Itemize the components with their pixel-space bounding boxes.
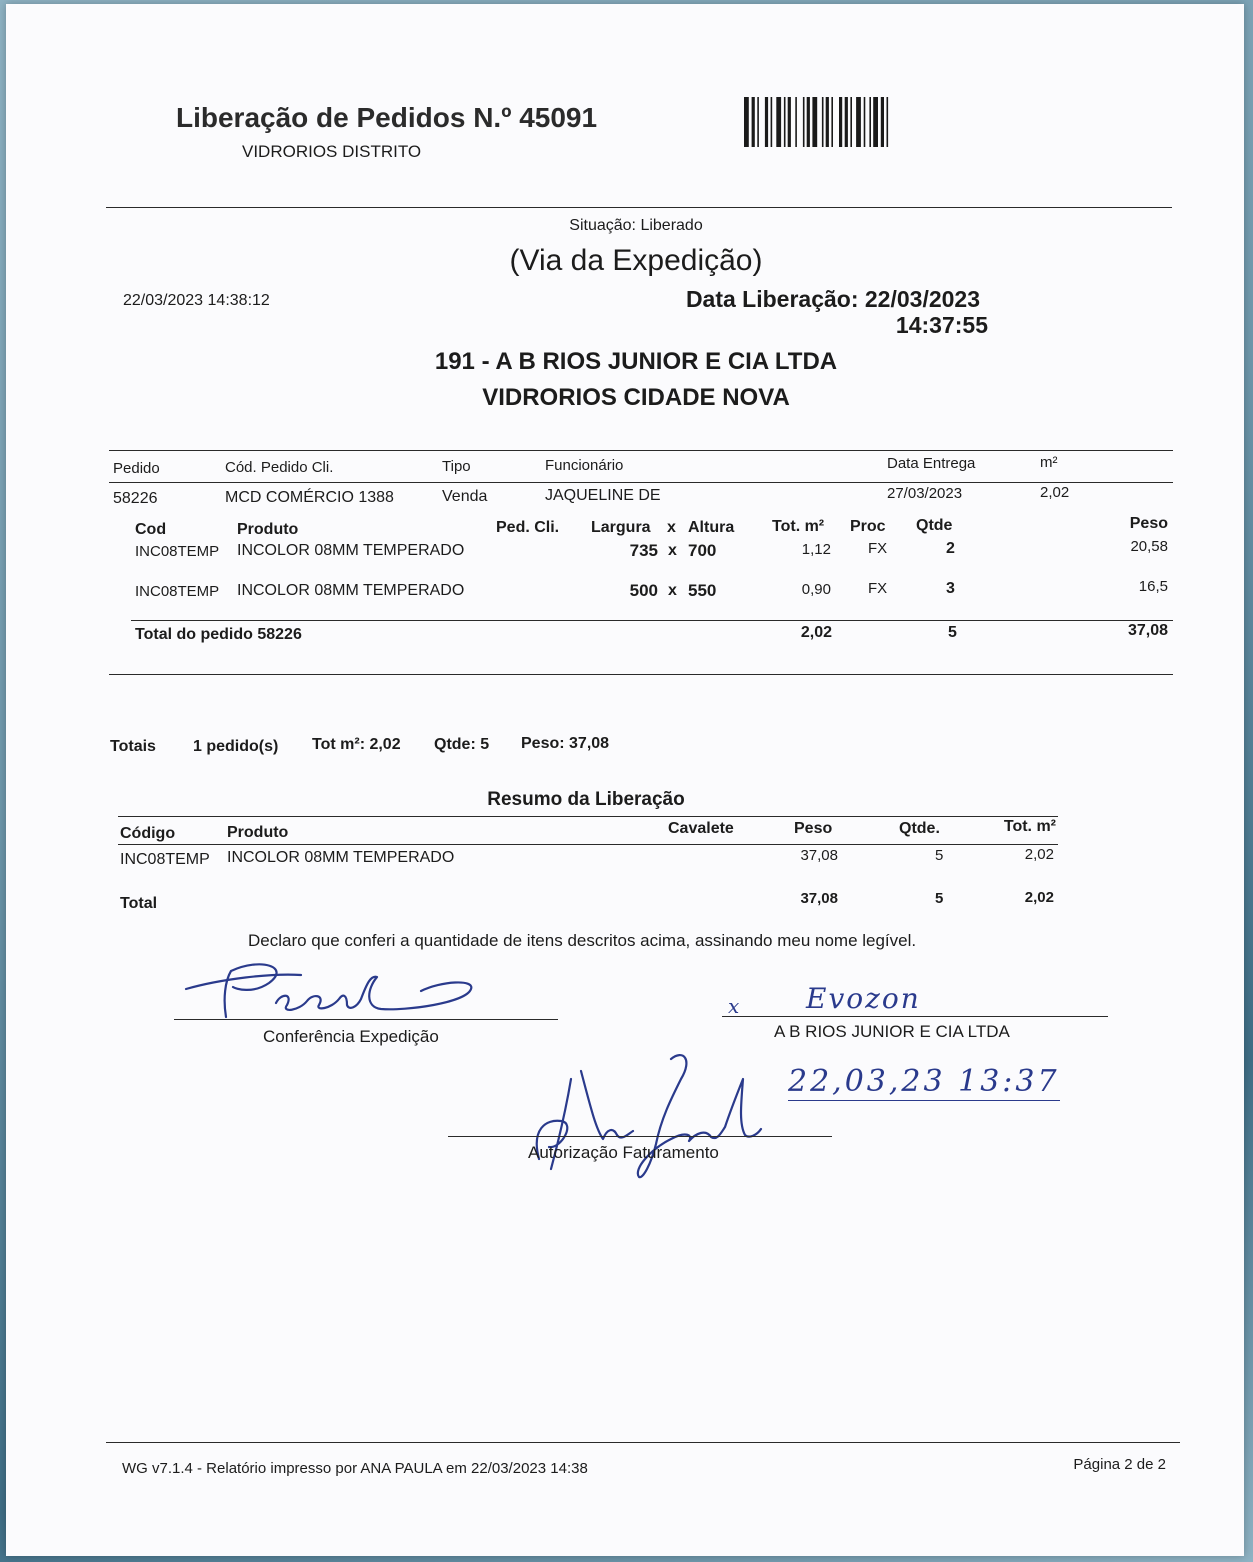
client-signature-x: x <box>728 994 740 1018</box>
items-total-rule <box>131 620 1173 621</box>
document-title: Liberação de Pedidos N.º 45091 <box>176 102 598 133</box>
resumo-total-label: Total <box>120 895 158 912</box>
item-cod: INC08TEMP <box>135 583 220 600</box>
cell-tipo: Venda <box>442 488 488 505</box>
cell-cod-pedido-cli: MCD COMÉRCIO 1388 <box>225 489 394 506</box>
item-produto: INCOLOR 08MM TEMPERADO <box>237 542 465 559</box>
company-name: VIDRORIOS DISTRITO <box>242 142 422 161</box>
resumo-col-cavalete: Cavalete <box>668 820 734 837</box>
resumo-col-produto: Produto <box>227 824 289 841</box>
document-page <box>6 4 1244 1556</box>
client-store: VIDRORIOS CIDADE NOVA <box>482 384 790 411</box>
via-label: (Via da Expedição) <box>509 244 763 277</box>
resumo-col-tot-m2: Tot. m² <box>1003 818 1056 835</box>
order-total-m2: 2,02 <box>800 624 832 641</box>
resumo-top-rule <box>118 816 1058 817</box>
item-peso: 16,5 <box>1138 578 1168 595</box>
resumo-title: Resumo da Liberação <box>487 789 685 810</box>
status-label: Situação: Liberado <box>569 217 703 234</box>
cell-m2: 2,02 <box>1040 484 1070 501</box>
signature-label-conferencia: Conferência Expedição <box>263 1027 439 1046</box>
footer-rule <box>106 1442 1180 1443</box>
divider <box>106 207 1172 208</box>
signature-line-conferencia <box>174 1019 558 1020</box>
resumo-cell-peso: 37,08 <box>800 847 838 864</box>
item-x: x <box>668 542 677 559</box>
resumo-total-tot-m2: 2,02 <box>1024 889 1054 906</box>
item-largura: 735 <box>629 541 658 560</box>
order-total-label: Total do pedido 58226 <box>135 626 302 643</box>
resumo-cell-produto: INCOLOR 08MM TEMPERADO <box>227 849 455 866</box>
item-proc: FX <box>868 540 888 557</box>
col-proc: Proc <box>850 518 886 535</box>
col-data-entrega: Data Entrega <box>887 455 976 472</box>
totals-m2: Tot m²: 2,02 <box>312 736 401 753</box>
col-largura: Largura <box>591 519 651 536</box>
signature-line-client <box>722 1016 1108 1017</box>
item-produto: INCOLOR 08MM TEMPERADO <box>237 582 465 599</box>
item-x: x <box>668 582 677 599</box>
col-qtde: Qtde <box>916 517 953 534</box>
handwritten-date: 22,03,23 13:37 <box>788 1064 1060 1099</box>
item-tot-m2: 0,90 <box>801 581 831 598</box>
col-tot-m2: Tot. m² <box>772 518 825 535</box>
item-tot-m2: 1,12 <box>801 541 831 558</box>
signature-label-client: A B RIOS JUNIOR E CIA LTDA <box>774 1022 1010 1041</box>
item-altura: 550 <box>688 581 717 600</box>
footer-printed-by: WG v7.1.4 - Relatório impresso por ANA PAULA em 22/03/2023 14:38 <box>122 1460 588 1477</box>
item-qtde: 2 <box>946 540 955 557</box>
col-x: x <box>667 519 676 536</box>
barcode-icon <box>744 97 932 147</box>
footer-page-number: Página 2 de 2 <box>1073 1456 1166 1473</box>
resumo-total-qtde: 5 <box>935 890 944 907</box>
resumo-header-rule <box>118 844 1058 845</box>
resumo-total-peso: 37,08 <box>800 890 838 907</box>
totals-peso: Peso: 37,08 <box>521 735 610 752</box>
resumo-cell-tot-m2: 2,02 <box>1024 846 1054 863</box>
release-time: 14:37:55 <box>895 312 988 338</box>
client-name: 191 - A B RIOS JUNIOR E CIA LTDA <box>434 348 838 375</box>
resumo-col-codigo: Código <box>120 825 176 842</box>
printed-timestamp: 22/03/2023 14:38:12 <box>123 292 270 309</box>
col-pedido: Pedido <box>113 460 160 477</box>
totals-pedidos: 1 pedido(s) <box>193 738 279 755</box>
signature-autorizacao <box>521 1049 771 1184</box>
item-largura: 500 <box>629 581 658 600</box>
col-tipo: Tipo <box>442 458 471 475</box>
item-altura: 700 <box>688 541 717 560</box>
item-cod: INC08TEMP <box>135 543 220 560</box>
col-peso: Peso <box>1129 515 1168 532</box>
item-qtde: 3 <box>946 580 955 597</box>
col-m2: m² <box>1040 454 1058 471</box>
col-funcionario: Funcionário <box>545 457 624 474</box>
totals-label: Totais <box>110 738 156 755</box>
totals-qtde: Qtde: 5 <box>434 736 490 753</box>
table-header-rule <box>109 482 1173 483</box>
col-cod-pedido-cli: Cód. Pedido Cli. <box>225 459 334 476</box>
signature-line-autorizacao <box>448 1136 832 1137</box>
cell-pedido: 58226 <box>113 490 158 507</box>
col-altura: Altura <box>688 519 735 536</box>
order-total-peso: 37,08 <box>1127 622 1168 639</box>
order-total-qtde: 5 <box>948 624 957 641</box>
release-date: Data Liberação: 22/03/2023 <box>685 286 980 312</box>
resumo-col-peso: Peso <box>794 820 833 837</box>
declaration-text: Declaro que conferi a quantidade de itens descritos acima, assinando meu nome legível. <box>248 931 917 950</box>
col-produto: Produto <box>237 521 299 538</box>
col-ped-cli: Ped. Cli. <box>496 519 560 536</box>
cell-data-entrega: 27/03/2023 <box>887 485 963 502</box>
resumo-cell-codigo: INC08TEMP <box>120 851 210 868</box>
item-proc: FX <box>868 580 888 597</box>
table-bottom-rule <box>109 674 1173 675</box>
item-peso: 20,58 <box>1130 538 1168 555</box>
signature-label-autorizacao: Autorização Faturamento <box>528 1143 719 1162</box>
resumo-cell-qtde: 5 <box>935 847 944 864</box>
table-top-rule <box>109 450 1173 451</box>
client-signature-name: Evozon <box>806 982 921 1015</box>
col-cod: Cod <box>135 521 167 538</box>
cell-funcionario: JAQUELINE DE <box>545 487 661 504</box>
resumo-col-qtde: Qtde. <box>899 820 940 837</box>
